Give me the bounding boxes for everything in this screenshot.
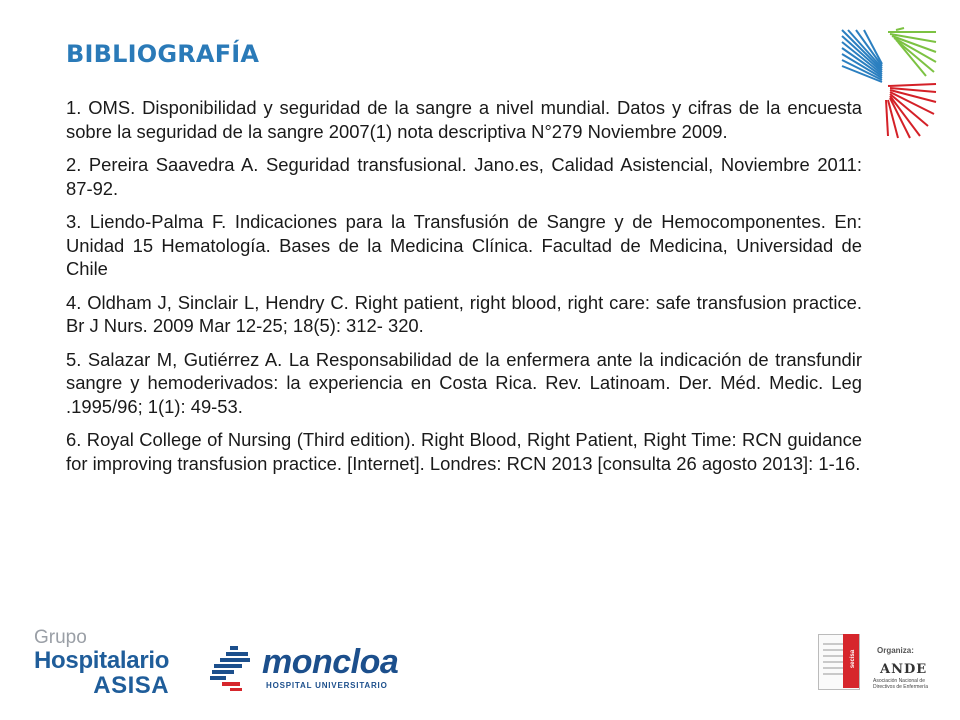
secisa-seal — [818, 634, 868, 710]
slide-title: BIBLIOGRAFÍA — [66, 40, 260, 68]
asisa-logo-line3: ASISA — [93, 672, 170, 699]
reference-item: 6. Royal College of Nursing (Third edition). Right Blood, Right Patient, Right Time: RCN guidance for improving transfusion practice. [Internet]. Londres: RCN 2013 [consulta 26 agosto 2013]: 1-16. — [66, 429, 862, 474]
reference-item: 1. OMS. Disponibilidad y seguridad de la sangre a nivel mundial. Datos y cifras de la encuesta sobre la seguridad de la sangre 2007(1) nota descriptiva N°279 Noviembre 2009. — [66, 97, 862, 142]
moncloa-stripes-icon — [208, 640, 260, 692]
corner-blue-leaf — [842, 30, 882, 82]
moncloa-logo-name: moncloa — [262, 643, 399, 681]
asisa-logo — [34, 628, 169, 698]
reference-item: 3. Liendo-Palma F. Indicaciones para la Transfusión de Sangre y de Hemocomponentes. En: Unidad 15 Hematología. Bases de la Medicina Clínica. Facultad de Medicina, Universidad de Chile — [66, 211, 862, 279]
corner-red-leaf — [886, 84, 936, 138]
asisa-logo-line1: Grupo — [34, 627, 87, 648]
ande-subtitle: Asociación Nacional de Directivos de Enfermería — [873, 678, 929, 690]
asisa-logo-line2: Hospitalario — [34, 647, 170, 674]
moncloa-logo-subtitle: HOSPITAL UNIVERSITARIO — [266, 681, 388, 690]
reference-item: 5. Salazar M, Gutiérrez A. La Responsabilidad de la enfermera ante la indicación de transfundir sangre y hemoderivados: la experiencia en Costa Rica. Rev. Latinoam. Der. Méd. Medic. Leg .1995/96; 1(1): 49-53. — [66, 348, 862, 417]
organiza-label: Organiza: — [877, 646, 914, 655]
seal-lines — [823, 643, 843, 679]
reference-list — [66, 96, 862, 485]
reference-item: 2. Pereira Saavedra A. Seguridad transfusional. Jano.es, Calidad Asistencial, Noviembre 2011: 87-92. — [66, 154, 862, 199]
ande-logo: ANDE — [880, 662, 928, 677]
reference-item: 4. Oldham J, Sinclair L, Hendry C. Right patient, right blood, right care: safe transfusion practice. Br J Nurs. 2009 Mar 12-25; 18(5): 312- 320. — [66, 291, 862, 336]
footer-logos — [0, 620, 960, 720]
secisa-badge — [843, 634, 859, 688]
secisa-label: secisa — [850, 649, 857, 669]
corner-green-leaf — [888, 28, 936, 76]
